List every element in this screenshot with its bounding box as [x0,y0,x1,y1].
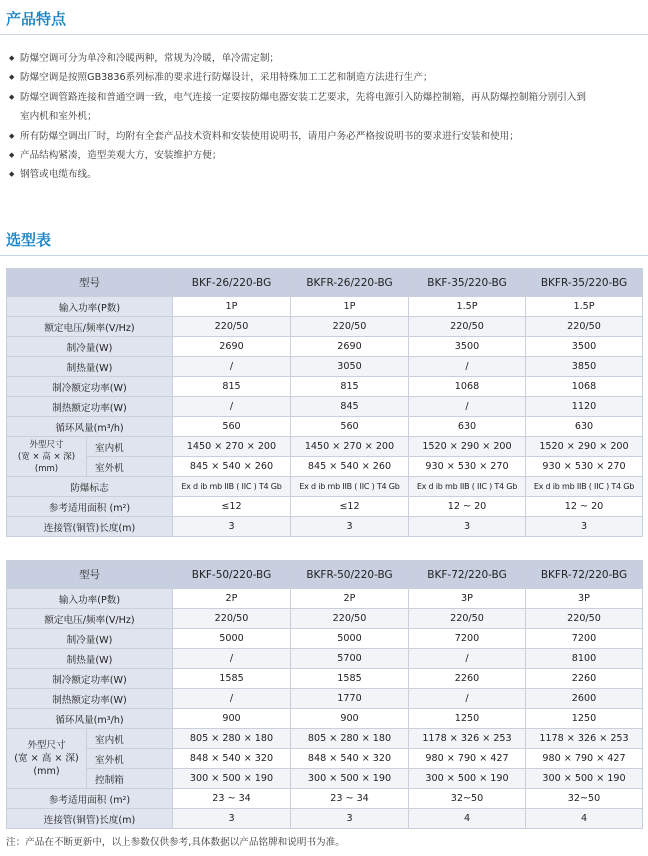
table-cell: 3 [526,517,643,537]
row-label: 制热量(W) [7,649,173,669]
table-cell: 815 [173,377,291,397]
header-model-name: BKFR-50/220-BG [291,561,409,589]
dimension-group-label: 外型尺寸 (宽 × 高 × 深) (mm) [7,437,87,477]
table-row [7,589,643,609]
table-cell: 930 × 530 × 270 [409,457,526,477]
spec-table-2 [6,560,643,829]
table-cell: 3500 [526,337,643,357]
table-cell: / [409,649,526,669]
dimension-sub-label: 室内机 [87,437,173,457]
table-cell: 900 [173,709,291,729]
feature-item: ◆ 钢管或电缆布线。 [9,165,641,184]
table-row [7,417,643,437]
feature-item: ◆ 所有防爆空调出厂时，均附有全套产品技术资料和安装使用说明书，请用户务必严格按说明书的要求进行安装和使用； [9,127,641,146]
table-row [7,649,643,669]
table-cell: 32~50 [409,789,526,809]
table-cell: 1450 × 270 × 200 [291,437,409,457]
row-label: 制冷量(W) [7,629,173,649]
table-row [7,397,643,417]
dimension-group-label: 外型尺寸 (宽 × 高 × 深) (mm) [7,729,87,789]
row-label: 循环风量(m³/h) [7,417,173,437]
row-label: 额定电压/频率(V/Hz) [7,317,173,337]
table-header-row [7,561,643,589]
table-header-row [7,269,643,297]
table-cell: 1520 × 290 × 200 [526,437,643,457]
table-row [7,477,643,497]
table-cell: 4 [409,809,526,829]
table-cell: 23 ~ 34 [291,789,409,809]
feature-item: ◆ 产品结构紧凑，造型美观大方，安装维护方便； [9,146,641,165]
table-cell: 220/50 [173,609,291,629]
table-cell: 300 × 500 × 190 [526,769,643,789]
table-cell: 3850 [526,357,643,377]
row-label: 制热量(W) [7,357,173,377]
table-cell: 7200 [526,629,643,649]
table-cell: 12 ~ 20 [526,497,643,517]
table-cell: / [409,357,526,377]
dimension-sub-label: 控制箱 [87,769,173,789]
row-label: 制热额定功率(W) [7,689,173,709]
table-cell: 1P [173,297,291,317]
table-cell: 3 [291,517,409,537]
table-cell: 1520 × 290 × 200 [409,437,526,457]
table-cell: 1068 [409,377,526,397]
table-cell: 220/50 [291,317,409,337]
table-cell: 845 × 540 × 260 [173,457,291,477]
footnote: 注：产品在不断更新中，以上参数仅供参考,具体数据以产品铭牌和说明书为准。 [6,837,345,848]
row-label: 参考适用面积 (m²) [7,789,173,809]
table-cell: 1250 [409,709,526,729]
row-label: 输入功率(P数) [7,297,173,317]
row-label: 制冷量(W) [7,337,173,357]
table-cell: 1178 × 326 × 253 [409,729,526,749]
table-cell: 2P [291,589,409,609]
table-cell: 1.5P [409,297,526,317]
table-cell: 300 × 500 × 190 [173,769,291,789]
header-model-name: BKF-50/220-BG [173,561,291,589]
table-cell: 848 × 540 × 320 [291,749,409,769]
spec-table-1 [6,268,643,537]
table-cell: Ex d ib mb IIB ( IIC ) T4 Gb [526,477,643,497]
table-cell: 5000 [291,629,409,649]
table-cell: 845 [291,397,409,417]
row-label: 连接管(铜管)长度(m) [7,809,173,829]
table-cell: 1178 × 326 × 253 [526,729,643,749]
table-cell: 805 × 280 × 180 [291,729,409,749]
row-label: 连接管(铜管)长度(m) [7,517,173,537]
table-cell: 12 ~ 20 [409,497,526,517]
table-cell: 3 [291,809,409,829]
header-model-label: 型号 [7,561,173,589]
feature-item: ◆ 防爆空调管路连接和普通空调一致，电气连接一定要按防爆电器安装工艺要求，先将电源引入防爆控制箱，再从防爆控制箱分别引入到 [9,88,641,107]
row-label: 参考适用面积 (m²) [7,497,173,517]
table-cell: 560 [291,417,409,437]
row-label: 防爆标志 [7,477,173,497]
table-cell: 845 × 540 × 260 [291,457,409,477]
table-cell: 3050 [291,357,409,377]
table-row [7,497,643,517]
table-cell: 2690 [291,337,409,357]
table-cell: 1450 × 270 × 200 [173,437,291,457]
table-cell: 630 [526,417,643,437]
feature-item: ◆ 防爆空调可分为单冷和冷暖两种，常规为冷暖，单冷需定制； [9,49,641,68]
features-divider [0,34,648,35]
table-cell: 2690 [173,337,291,357]
table-cell: 560 [173,417,291,437]
row-label: 制冷额定功率(W) [7,377,173,397]
table-cell: 2P [173,589,291,609]
header-model-name: BKFR-26/220-BG [291,269,409,297]
table-row [7,809,643,829]
row-label: 制热额定功率(W) [7,397,173,417]
table-cell: 630 [409,417,526,437]
table-cell: 1585 [291,669,409,689]
table-row [7,729,643,749]
table-row [7,629,643,649]
table-row [7,709,643,729]
row-label: 输入功率(P数) [7,589,173,609]
table-row [7,437,643,457]
table-cell: 3P [526,589,643,609]
header-model-name: BKF-72/220-BG [409,561,526,589]
table-cell: 3 [409,517,526,537]
table-cell: / [409,689,526,709]
table-cell: 7200 [409,629,526,649]
table-cell: 23 ~ 34 [173,789,291,809]
table-cell: 815 [291,377,409,397]
features-list [9,49,641,185]
table-cell: 930 × 530 × 270 [526,457,643,477]
table-cell: 300 × 500 × 190 [409,769,526,789]
header-model-name: BKF-35/220-BG [409,269,526,297]
table-row [7,609,643,629]
table-cell: 805 × 280 × 180 [173,729,291,749]
table-cell: 1.5P [526,297,643,317]
table-cell: 2260 [526,669,643,689]
feature-item: ◆ 防爆空调是按照GB3836系列标准的要求进行防爆设计，采用特殊加工工艺和制造方法进行生产； [9,68,641,87]
table-cell: 220/50 [409,609,526,629]
table-cell: 220/50 [291,609,409,629]
row-label: 制冷额定功率(W) [7,669,173,689]
table-cell: 3P [409,589,526,609]
table-row [7,357,643,377]
table-cell: / [173,357,291,377]
table-cell: 848 × 540 × 320 [173,749,291,769]
dimension-sub-label: 室外机 [87,457,173,477]
table-cell: 32~50 [526,789,643,809]
selection-table-heading: 选型表 [6,231,52,249]
table-cell: 8100 [526,649,643,669]
table-row [7,789,643,809]
table-row [7,769,643,789]
table-row [7,669,643,689]
table-cell: 2260 [409,669,526,689]
table-cell: 220/50 [173,317,291,337]
table-cell: 5700 [291,649,409,669]
table-row [7,457,643,477]
table-cell: 220/50 [526,609,643,629]
table-cell: 1P [291,297,409,317]
selection-divider [0,255,648,256]
table-cell: 1250 [526,709,643,729]
table-cell: / [409,397,526,417]
table-cell: Ex d ib mb IIB ( IIC ) T4 Gb [173,477,291,497]
table-cell: 4 [526,809,643,829]
table-cell: 3 [173,809,291,829]
table-cell: Ex d ib mb IIB ( IIC ) T4 Gb [409,477,526,497]
table-row [7,317,643,337]
table-cell: 3 [173,517,291,537]
table-cell: / [173,649,291,669]
table-cell: ≤12 [173,497,291,517]
table-cell: 980 × 790 × 427 [409,749,526,769]
table-cell: 1120 [526,397,643,417]
table-row [7,377,643,397]
table-cell: ≤12 [291,497,409,517]
table-cell: 1068 [526,377,643,397]
table-cell: 1585 [173,669,291,689]
table-cell: 220/50 [526,317,643,337]
features-heading: 产品特点 [6,10,67,28]
header-model-name: BKFR-35/220-BG [526,269,643,297]
header-model-name: BKF-26/220-BG [173,269,291,297]
header-model-name: BKFR-72/220-BG [526,561,643,589]
dimension-sub-label: 室内机 [87,729,173,749]
table-cell: Ex d ib mb IIB ( IIC ) T4 Gb [291,477,409,497]
table-cell: 2600 [526,689,643,709]
table-cell: / [173,397,291,417]
row-label: 循环风量(m³/h) [7,709,173,729]
table-cell: 980 × 790 × 427 [526,749,643,769]
table-cell: 3500 [409,337,526,357]
row-label: 额定电压/频率(V/Hz) [7,609,173,629]
table-row [7,297,643,317]
table-row [7,337,643,357]
table-cell: 300 × 500 × 190 [291,769,409,789]
table-row [7,749,643,769]
feature-item: 室内机和室外机； [20,111,97,123]
table-row [7,689,643,709]
table-row [7,517,643,537]
table-cell: 900 [291,709,409,729]
table-cell: / [173,689,291,709]
header-model-label: 型号 [7,269,173,297]
table-cell: 5000 [173,629,291,649]
dimension-sub-label: 室外机 [87,749,173,769]
table-cell: 1770 [291,689,409,709]
table-cell: 220/50 [409,317,526,337]
